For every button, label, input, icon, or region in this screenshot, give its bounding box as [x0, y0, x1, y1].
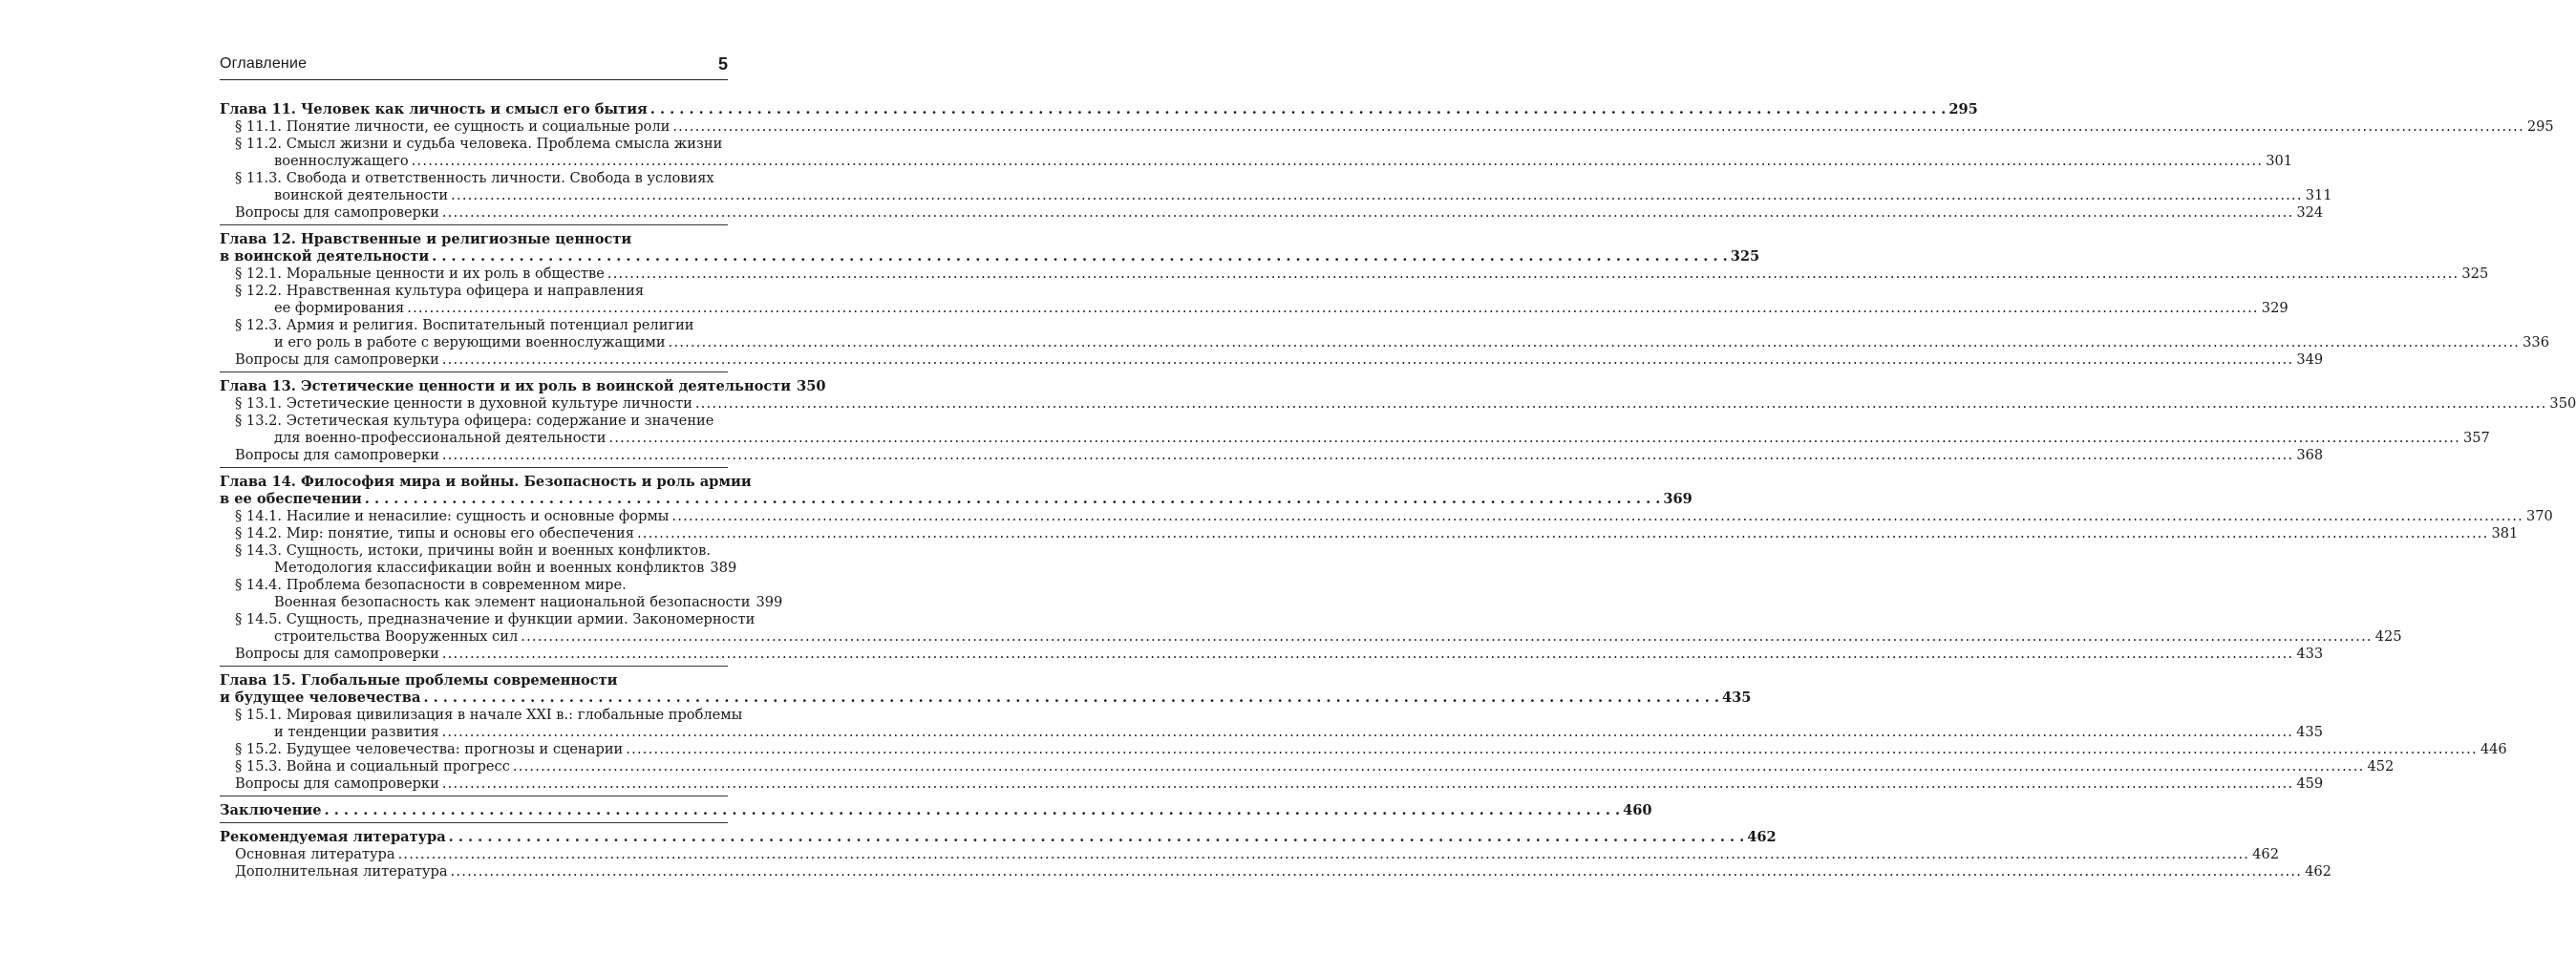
dot-leader [325, 802, 1621, 819]
dot-leader [442, 646, 2294, 663]
toc-entry-text: § 13.1. Эстетические ценности в духовной культуре личности [235, 395, 692, 412]
chapter-block [220, 474, 2553, 667]
toc-page-number: 462 [2252, 846, 2279, 862]
toc-page-number: 357 [2462, 430, 2490, 446]
dot-leader [607, 265, 2459, 283]
chapter-block [220, 672, 2507, 796]
dot-leader [650, 101, 1947, 118]
section-line[interactable] [220, 265, 2489, 283]
dot-leader [672, 118, 2524, 136]
toc-entry-text: § 15.3. Война и социальный прогресс [235, 758, 510, 775]
section-line[interactable]: § 14.3. Сущность, истоки, причины войн и военных конфликтов. [235, 542, 711, 559]
section-line[interactable]: § 15.1. Мировая цивилизация в начале XXI в.: глобальные проблемы [235, 707, 743, 723]
header-divider [220, 79, 728, 80]
chapter-title-line[interactable]: Глава 15. Глобальные проблемы современности [220, 672, 618, 689]
toc-page-number: 329 [2261, 300, 2289, 316]
toc-entry-text: Вопросы для самопроверки [235, 775, 439, 792]
section-line[interactable] [220, 758, 2395, 775]
toc-page-number: 399 [756, 594, 783, 610]
dot-leader [669, 334, 2521, 351]
toc-entry-text: § 15.2. Будущее человечества: прогнозы и сценарии [235, 741, 624, 757]
section-line[interactable]: § 13.2. Эстетическая культура офицера: содержание и значение [235, 413, 714, 429]
conclusion-line[interactable] [220, 802, 1652, 819]
toc-entry-text: и тенденции развития [274, 724, 439, 740]
literature-item-line[interactable] [220, 846, 2279, 863]
toc-entry-text: строительства Вооруженных сил [274, 628, 519, 645]
toc-page-number: 452 [2367, 758, 2395, 775]
toc-page-number: 425 [2374, 628, 2402, 645]
toc-entry-text: Вопросы для самопроверки [235, 204, 439, 221]
questions-line[interactable] [220, 775, 2324, 793]
toc-entry-text: в ее обеспечении [220, 491, 362, 507]
chapter-title-line[interactable] [220, 378, 826, 395]
section-line[interactable] [220, 724, 2323, 741]
toc-page-number: 324 [2296, 204, 2324, 221]
section-line[interactable]: § 12.3. Армия и религия. Воспитательный потенциал религии [235, 317, 694, 333]
table-of-contents [220, 101, 2576, 889]
dot-leader [432, 248, 1728, 265]
dot-leader [637, 525, 2489, 542]
dot-leader [442, 775, 2294, 793]
toc-page-number: 462 [2305, 863, 2331, 880]
toc-page-number: 460 [1623, 802, 1652, 818]
dot-leader [442, 724, 2294, 741]
toc-page-number: 349 [2296, 351, 2324, 368]
dot-leader [442, 351, 2294, 369]
dot-leader [423, 690, 1719, 707]
dot-leader [695, 395, 2547, 413]
toc-page-number: 350 [797, 378, 826, 394]
toc-entry-text: Заключение [220, 802, 322, 818]
dot-leader [513, 758, 2365, 775]
running-title: Оглавление [220, 55, 308, 72]
dot-leader [449, 829, 1745, 846]
section-line[interactable] [220, 508, 2553, 525]
toc-page-number: 462 [1747, 829, 1777, 845]
section-line[interactable] [220, 118, 2554, 136]
page-number: 5 [717, 54, 728, 74]
conclusion-block [220, 802, 1652, 823]
questions-line[interactable] [220, 351, 2324, 369]
dot-leader [671, 508, 2523, 525]
section-line[interactable] [220, 395, 2576, 413]
toc-page-number: 446 [2480, 741, 2507, 757]
chapter-title-line[interactable] [220, 248, 1760, 265]
toc-page-number: 433 [2296, 646, 2324, 662]
section-line[interactable] [220, 560, 737, 577]
questions-line[interactable] [220, 646, 2324, 663]
dot-leader [451, 863, 2303, 881]
chapter-block [220, 231, 2549, 372]
toc-page-number: 459 [2296, 775, 2324, 792]
section-line[interactable] [220, 525, 2519, 542]
toc-entry-text: § 11.1. Понятие личности, ее сущность и социальные роли [235, 118, 671, 135]
section-line[interactable]: § 11.2. Смысл жизни и судьба человека. Проблема смысла жизни [235, 136, 723, 152]
toc-entry-text: § 14.1. Насилие и ненасилие: сущность и основные формы [235, 508, 670, 524]
toc-entry-text: воинской деятельности [274, 187, 449, 203]
dot-leader [407, 300, 2259, 317]
toc-page-number: 368 [2296, 447, 2324, 463]
toc-entry-text: Дополнительная литература [235, 863, 448, 880]
chapter-title-line[interactable] [220, 690, 1752, 707]
section-line[interactable] [220, 334, 2549, 351]
page-header [220, 55, 728, 76]
toc-entry-text: Методология классификации войн и военных конфликтов [274, 560, 705, 576]
section-line[interactable] [220, 187, 2332, 204]
section-line[interactable] [220, 628, 2402, 646]
dot-leader [442, 204, 2294, 222]
toc-entry-text: Глава 11. Человек как личность и смысл его бытия [220, 101, 648, 117]
toc-page-number: 389 [710, 560, 737, 576]
toc-page-number: 336 [2523, 334, 2549, 350]
toc-entry-text: Военная безопасность как элемент национальной безопасности [274, 594, 751, 610]
toc-entry-text: Вопросы для самопроверки [235, 646, 439, 662]
section-line[interactable] [220, 594, 783, 611]
toc-entry-text: и его роль в работе с верующими военнослужащими [274, 334, 666, 350]
toc-entry-text: и будущее человечества [220, 690, 421, 706]
section-line[interactable] [220, 741, 2507, 758]
section-line[interactable] [220, 430, 2490, 447]
toc-entry-text: § 14.2. Мир: понятие, типы и основы его обеспечения [235, 525, 634, 541]
toc-page-number: 295 [1948, 101, 1978, 117]
chapter-title-line[interactable]: Глава 14. Философия мира и войны. Безопасность и роль армии [220, 474, 752, 490]
dot-leader [626, 741, 2478, 758]
literature-item-line[interactable] [220, 863, 2331, 881]
toc-entry-text: ее формирования [274, 300, 405, 316]
section-line[interactable]: § 14.5. Сущность, предназначение и функции армии. Закономерности [235, 611, 756, 627]
toc-page-number: 370 [2525, 508, 2553, 524]
section-line[interactable]: § 11.3. Свобода и ответственность личности. Свобода в условиях [235, 170, 714, 186]
section-line[interactable]: § 14.4. Проблема безопасности в современном мире. [235, 577, 627, 593]
dot-leader [451, 187, 2303, 204]
literature-title-line[interactable] [220, 829, 1777, 846]
toc-page-number: 301 [2266, 153, 2293, 169]
toc-entry-text: Основная литература [235, 846, 395, 862]
chapter-title-line[interactable] [220, 491, 1692, 508]
chapter-block [220, 101, 2554, 225]
questions-line[interactable] [220, 204, 2324, 222]
toc-page-number: 325 [1730, 248, 1760, 265]
toc-page-number: 325 [2461, 265, 2489, 282]
toc-page-number: 311 [2305, 187, 2332, 203]
toc-page-number: 369 [1663, 491, 1692, 507]
literature-block [220, 829, 2331, 883]
toc-entry-text: Рекомендуемая литература [220, 829, 446, 845]
chapter-block [220, 378, 2576, 468]
section-line[interactable] [220, 300, 2289, 317]
dot-leader [398, 846, 2250, 863]
toc-page-number: 295 [2526, 118, 2554, 135]
section-line[interactable]: § 12.2. Нравственная культура офицера и направления [235, 283, 645, 299]
toc-entry-text: в воинской деятельности [220, 248, 430, 265]
toc-page-number: 381 [2491, 525, 2519, 541]
toc-entry-text: Вопросы для самопроверки [235, 351, 439, 368]
dot-leader [608, 430, 2460, 447]
toc-entry-text: Глава 13. Эстетические ценности и их роль в воинской деятельности [220, 378, 792, 394]
dot-leader [412, 153, 2264, 170]
chapter-title-line[interactable] [220, 101, 1978, 118]
section-line[interactable] [220, 153, 2293, 170]
chapter-title-line[interactable]: Глава 12. Нравственные и религиозные ценности [220, 231, 632, 247]
dot-leader [365, 491, 1661, 508]
toc-page-number: 435 [1721, 690, 1752, 706]
toc-entry-text: военнослужащего [274, 153, 409, 169]
toc-page-number: 435 [2296, 724, 2323, 740]
toc-entry-text: Вопросы для самопроверки [235, 447, 439, 463]
toc-entry-text: § 12.1. Моральные ценности и их роль в обществе [235, 265, 605, 282]
dot-leader [521, 628, 2373, 646]
toc-page-number: 350 [2549, 395, 2576, 412]
toc-entry-text: для военно-профессиональной деятельности [274, 430, 607, 446]
questions-line[interactable] [220, 447, 2324, 464]
dot-leader [442, 447, 2294, 464]
